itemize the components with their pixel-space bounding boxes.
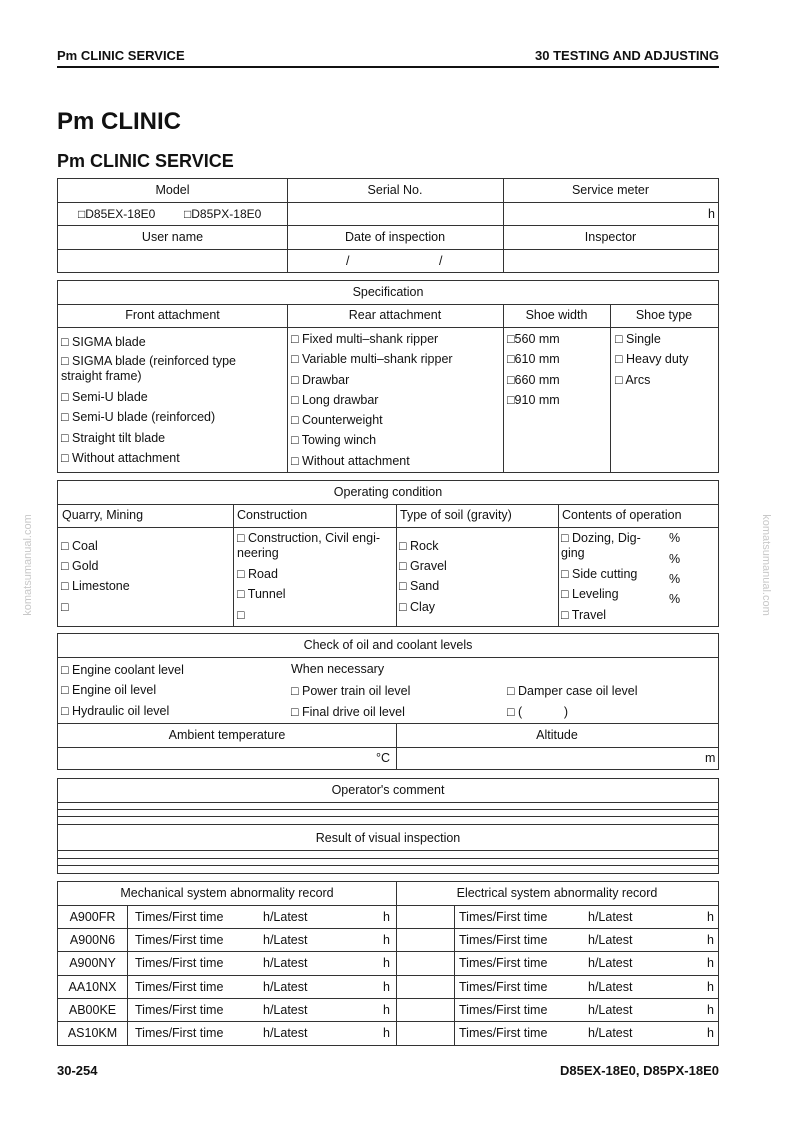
- latest-label: h/Latest: [588, 933, 633, 947]
- shoe-width-560[interactable]: □560 mm: [507, 332, 560, 346]
- percent-dozing: %: [669, 531, 681, 545]
- divider: [58, 850, 718, 851]
- times-first-label: Times/First time: [135, 956, 224, 970]
- divider: [233, 504, 234, 626]
- divider: [58, 504, 718, 505]
- times-first-label: Times/First time: [459, 956, 548, 970]
- code-cell: A900NY: [69, 956, 116, 970]
- divider: [503, 304, 504, 472]
- hour-unit: h: [383, 1003, 390, 1017]
- comments-table: [57, 778, 719, 874]
- date-separator: /: [439, 254, 443, 268]
- times-first-label: Times/First time: [135, 910, 224, 924]
- quarry-limestone[interactable]: □ Limestone: [61, 579, 130, 593]
- times-first-label: Times/First time: [459, 933, 548, 947]
- latest-label: h/Latest: [588, 1003, 633, 1017]
- percent-travel: %: [669, 592, 681, 606]
- rear-attachment-header: Rear attachment: [348, 308, 442, 322]
- when-necessary-label: When necessary: [291, 662, 385, 676]
- times-first-label: Times/First time: [135, 1026, 224, 1040]
- latest-label: h/Latest: [588, 956, 633, 970]
- page-title: Pm CLINIC: [57, 108, 182, 135]
- percent-leveling: %: [669, 572, 681, 586]
- rear-option-counterweight[interactable]: □ Counterweight: [291, 413, 383, 427]
- latest-label: h/Latest: [588, 1026, 633, 1040]
- altitude-unit: m: [705, 751, 716, 765]
- inspector-label: Inspector: [584, 230, 637, 244]
- hour-unit: h: [383, 910, 390, 924]
- code-cell: A900FR: [69, 910, 116, 924]
- date-separator: /: [346, 254, 350, 268]
- front-option-sigma[interactable]: □ SIGMA blade: [61, 335, 146, 349]
- shoe-type-arcs[interactable]: □ Arcs: [615, 373, 651, 387]
- divider: [58, 975, 718, 976]
- model-label: Model: [155, 183, 190, 197]
- code-cell: A900N6: [69, 933, 116, 947]
- service-meter-unit: h: [708, 207, 715, 221]
- specification-table: [57, 280, 719, 473]
- hour-unit: h: [383, 1026, 390, 1040]
- service-meter-label: Service meter: [571, 183, 650, 197]
- hour-unit: h: [707, 1003, 714, 1017]
- divider: [58, 951, 718, 952]
- times-first-label: Times/First time: [135, 1003, 224, 1017]
- quarry-other[interactable]: □: [61, 600, 69, 614]
- shoe-type-single[interactable]: □ Single: [615, 332, 661, 346]
- watermark-right: komatsumanual.com: [760, 514, 772, 616]
- general-info-table: [57, 178, 719, 273]
- hour-unit: h: [383, 933, 390, 947]
- check-engine-oil[interactable]: □ Engine oil level: [61, 683, 157, 697]
- check-final-drive-oil[interactable]: □ Final drive oil level: [291, 705, 405, 719]
- shoe-type-heavy-duty[interactable]: □ Heavy duty: [615, 352, 689, 366]
- oil-coolant-table: [57, 633, 719, 770]
- divider: [58, 327, 718, 328]
- front-option-straight-tilt[interactable]: □ Straight tilt blade: [61, 431, 166, 445]
- hour-unit: h: [707, 910, 714, 924]
- rear-option-towing-winch[interactable]: □ Towing winch: [291, 433, 377, 447]
- soil-gravel[interactable]: □ Gravel: [399, 559, 447, 573]
- contents-side-cutting[interactable]: □ Side cutting: [561, 567, 638, 581]
- construction-road[interactable]: □ Road: [237, 567, 278, 581]
- front-option-sigma-reinforced[interactable]: □ SIGMA blade (reinforced type straight frame): [61, 354, 236, 383]
- quarry-coal[interactable]: □ Coal: [61, 539, 98, 553]
- code-cell: AB00KE: [68, 1003, 117, 1017]
- construction-header: Construction: [237, 508, 308, 522]
- check-other-oil[interactable]: □ ( ): [507, 705, 569, 719]
- header-right: 30 TESTING AND ADJUSTING: [535, 48, 719, 63]
- divider: [58, 998, 718, 999]
- check-damper-case-oil[interactable]: □ Damper case oil level: [507, 684, 638, 698]
- latest-label: h/Latest: [588, 910, 633, 924]
- operating-title: Operating condition: [333, 485, 443, 499]
- divider: [58, 928, 718, 929]
- times-first-label: Times/First time: [459, 910, 548, 924]
- header-left: Pm CLINIC SERVICE: [57, 48, 185, 63]
- rear-option-none[interactable]: □ Without attachment: [291, 454, 410, 468]
- hour-unit: h: [707, 1026, 714, 1040]
- shoe-width-660[interactable]: □660 mm: [507, 373, 560, 387]
- hour-unit: h: [707, 956, 714, 970]
- contents-header: Contents of operation: [562, 508, 682, 522]
- rear-option-fixed-ripper[interactable]: □ Fixed multi–shank ripper: [291, 332, 439, 346]
- operating-condition-table: [57, 480, 719, 627]
- divider: [58, 747, 718, 748]
- mechanical-title: Mechanical system abnormality record: [120, 886, 334, 900]
- visual-inspection-label: Result of visual inspection: [315, 831, 461, 845]
- hour-unit: h: [707, 980, 714, 994]
- divider: [610, 304, 611, 472]
- divider: [58, 723, 718, 724]
- check-power-train-oil[interactable]: □ Power train oil level: [291, 684, 411, 698]
- model-option-px[interactable]: □D85PX-18E0: [184, 207, 262, 221]
- shoe-type-header: Shoe type: [635, 308, 693, 322]
- latest-label: h/Latest: [263, 956, 308, 970]
- divider: [58, 657, 718, 658]
- construction-civil[interactable]: □ Construction, Civil engi-neering: [237, 531, 381, 560]
- construction-other[interactable]: □: [237, 608, 245, 622]
- contents-leveling[interactable]: □ Leveling: [561, 587, 619, 601]
- contents-dozing[interactable]: □ Dozing, Dig-ging: [561, 531, 641, 560]
- divider: [58, 824, 718, 825]
- latest-label: h/Latest: [263, 980, 308, 994]
- shoe-width-header: Shoe width: [525, 308, 588, 322]
- front-option-semi-u-reinforced[interactable]: □ Semi-U blade (reinforced): [61, 410, 216, 424]
- hour-unit: h: [383, 980, 390, 994]
- times-first-label: Times/First time: [459, 1026, 548, 1040]
- front-option-semi-u[interactable]: □ Semi-U blade: [61, 390, 148, 404]
- times-first-label: Times/First time: [459, 980, 548, 994]
- model-option-ex[interactable]: □D85EX-18E0: [78, 207, 156, 221]
- divider: [58, 816, 718, 817]
- rear-option-variable-ripper[interactable]: □ Variable multi–shank ripper: [291, 352, 453, 366]
- page-header: [57, 48, 719, 68]
- divider: [58, 865, 718, 866]
- operators-comment-label: Operator's comment: [331, 783, 445, 797]
- watermark-left: komatsumanual.com: [22, 514, 34, 616]
- quarry-gold[interactable]: □ Gold: [61, 559, 99, 573]
- date-label: Date of inspection: [344, 230, 446, 244]
- divider: [58, 802, 718, 803]
- specification-title: Specification: [352, 285, 424, 299]
- soil-sand[interactable]: □ Sand: [399, 579, 440, 593]
- divider: [58, 304, 718, 305]
- hour-unit: h: [707, 933, 714, 947]
- ambient-temperature-label: Ambient temperature: [168, 728, 286, 742]
- soil-header: Type of soil (gravity): [400, 508, 512, 522]
- front-attachment-header: Front attachment: [125, 308, 220, 322]
- serial-label: Serial No.: [367, 183, 423, 197]
- quarry-header: Quarry, Mining: [62, 508, 144, 522]
- latest-label: h/Latest: [263, 1003, 308, 1017]
- divider: [58, 249, 718, 250]
- shoe-width-610[interactable]: □610 mm: [507, 352, 560, 366]
- section-title: Pm CLINIC SERVICE: [57, 151, 234, 171]
- rear-option-drawbar[interactable]: □ Drawbar: [291, 373, 350, 387]
- abnormality-record-table: [57, 881, 719, 1046]
- rear-option-long-drawbar[interactable]: □ Long drawbar: [291, 393, 379, 407]
- shoe-width-910[interactable]: □910 mm: [507, 393, 560, 407]
- code-cell: AS10KM: [67, 1026, 118, 1040]
- divider: [58, 858, 718, 859]
- divider: [58, 202, 718, 203]
- times-first-label: Times/First time: [135, 980, 224, 994]
- latest-label: h/Latest: [263, 933, 308, 947]
- times-first-label: Times/First time: [459, 1003, 548, 1017]
- temperature-unit: °C: [376, 751, 391, 765]
- front-option-none[interactable]: □ Without attachment: [61, 451, 180, 465]
- latest-label: h/Latest: [263, 1026, 308, 1040]
- soil-clay[interactable]: □ Clay: [399, 600, 436, 614]
- electrical-title: Electrical system abnormality record: [456, 886, 658, 900]
- user-name-label: User name: [141, 230, 204, 244]
- check-engine-coolant[interactable]: □ Engine coolant level: [61, 663, 184, 677]
- page-number: 30-254: [57, 1063, 98, 1078]
- construction-tunnel[interactable]: □ Tunnel: [237, 587, 286, 601]
- oil-title: Check of oil and coolant levels: [303, 638, 473, 652]
- divider: [558, 504, 559, 626]
- altitude-label: Altitude: [536, 728, 578, 742]
- divider: [58, 527, 718, 528]
- model-footer: D85EX-18E0, D85PX-18E0: [560, 1063, 719, 1078]
- hour-unit: h: [383, 956, 390, 970]
- percent-side-cutting: %: [669, 552, 681, 566]
- divider: [58, 905, 718, 906]
- divider: [58, 1021, 718, 1022]
- divider: [58, 809, 718, 810]
- check-hydraulic-oil[interactable]: □ Hydraulic oil level: [61, 704, 170, 718]
- divider: [58, 225, 718, 226]
- latest-label: h/Latest: [263, 910, 308, 924]
- soil-rock[interactable]: □ Rock: [399, 539, 439, 553]
- contents-travel[interactable]: □ Travel: [561, 608, 607, 622]
- divider: [287, 304, 288, 472]
- divider: [396, 504, 397, 626]
- times-first-label: Times/First time: [135, 933, 224, 947]
- code-cell: AA10NX: [68, 980, 117, 994]
- latest-label: h/Latest: [588, 980, 633, 994]
